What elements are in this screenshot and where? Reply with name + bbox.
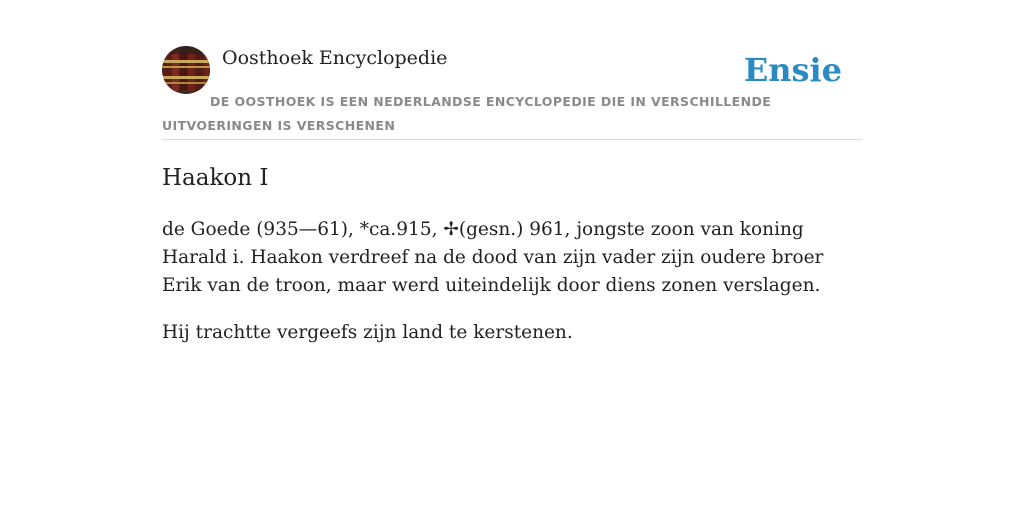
avatar[interactable]: [162, 46, 210, 94]
site-title[interactable]: Oosthoek Encyclopedie: [222, 47, 448, 69]
brand-logo[interactable]: Ensie: [743, 51, 842, 89]
article-paragraph: de Goede (935—61), *ca.915, ✢(gesn.) 961, jongste zoon van koning Harald i. Haakon verdreef na de dood van zijn vader zijn oudere broer Erik van de troon, maar werd uiteindelijk door diens zonen verslagen.: [162, 219, 824, 296]
site-tagline: DE OOSTHOEK IS EEN NEDERLANDSE ENCYCLOPEDIE DIE IN VERSCHILLENDE UITVOERINGEN IS VERSCHENEN: [162, 94, 772, 133]
article-paragraph: Hij trachtte vergeefs zijn land te kerstenen.: [162, 322, 573, 343]
article-title: Haakon I: [162, 165, 269, 191]
book-spines-icon: [162, 46, 210, 94]
header-divider: [162, 139, 862, 140]
article-body: [162, 216, 852, 347]
article: [162, 160, 852, 347]
